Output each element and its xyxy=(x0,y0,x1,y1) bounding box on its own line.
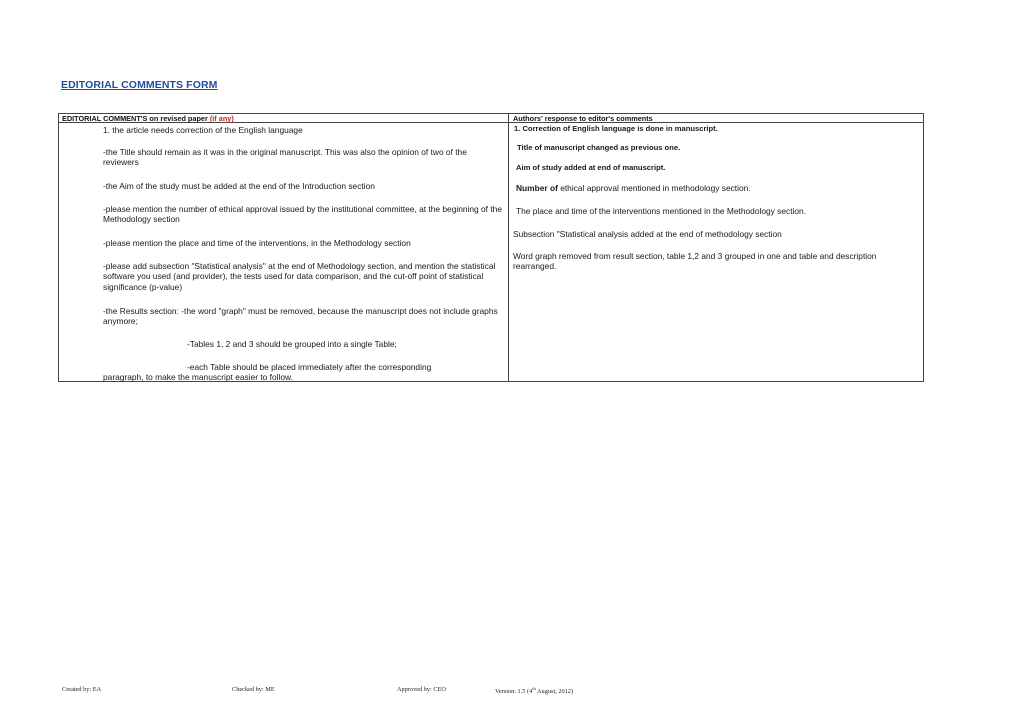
response-ethical-approval-rest: ethical approval mentioned in methodology section. xyxy=(557,183,751,193)
footer-version-sup: th xyxy=(532,686,536,691)
response-statistical-analysis: Subsection "Statistical analysis added at the end of methodology section xyxy=(513,229,782,239)
editor-comment-group-tables: -Tables 1, 2 and 3 should be grouped into a single Table; xyxy=(187,339,397,349)
editor-comment-place-time: -please mention the place and time of the interventions, in the Methodology section xyxy=(103,238,411,248)
response-title-changed: Title of manuscript changed as previous one. xyxy=(517,143,681,152)
footer-version-suffix: August, 2012) xyxy=(535,688,574,696)
header-editorial-comments xyxy=(62,114,234,123)
footer-created-by: Created by: EA xyxy=(62,686,102,693)
response-english-correction: 1. Correction of English language is done in manuscript. xyxy=(514,124,718,133)
editor-comment-aim: -the Aim of the study must be added at the end of the Introduction section xyxy=(103,181,375,191)
header-authors-response: Authors' response to editor's comments xyxy=(513,114,653,123)
footer-version xyxy=(495,686,573,695)
footer-checked-by: Checked by: ME xyxy=(232,686,275,693)
response-aim-added: Aim of study added at end of manuscript. xyxy=(516,163,666,172)
form-title: EDITORIAL COMMENTS FORM xyxy=(61,79,218,91)
header-if-any-note: (if any) xyxy=(209,114,234,123)
footer-version-prefix: Version: 1.5 (4 xyxy=(495,688,533,696)
editor-comment-table-placement-cont: paragraph, to make the manuscript easier to follow. xyxy=(103,372,293,382)
editor-comment-results-graph: -the Results section: -the word "graph" must be removed, because the manuscript does not include graphs anymore; xyxy=(103,306,498,327)
editor-comment-table-placement: -each Table should be placed immediately after the corresponding xyxy=(187,362,432,372)
response-ethical-approval-bold: Number of xyxy=(516,183,558,193)
footer-approved-by: Approved by: CEO xyxy=(397,686,446,693)
response-place-time: The place and time of the interventions mentioned in the Methodology section. xyxy=(516,206,807,216)
editorial-comments-table xyxy=(58,113,924,382)
editor-comment-ethical-approval: -please mention the number of ethical approval issued by the institutional committee, at the beginning of the Methodology section xyxy=(103,204,502,225)
editor-comment-title: -the Title should remain as it was in the original manuscript. This was also the opinion of two of the reviewers xyxy=(103,147,467,168)
header-editorial-comments-label: EDITORIAL COMMENT'S on revised paper xyxy=(62,114,210,123)
response-ethical-approval xyxy=(516,183,916,193)
editor-comment-english: 1. the article needs correction of the English language xyxy=(103,125,303,135)
response-graph-removed: Word graph removed from result section, table 1,2 and 3 grouped in one and table and description rearranged. xyxy=(513,251,877,272)
editor-comment-statistical-analysis: -please add subsection "Statistical analysis" at the end of Methodology section, and mention the statistical software you used (and provider), the tests used for data comparison, and the cut-off point of statistical significance (p-value) xyxy=(103,261,496,292)
table-header-row xyxy=(59,114,923,123)
